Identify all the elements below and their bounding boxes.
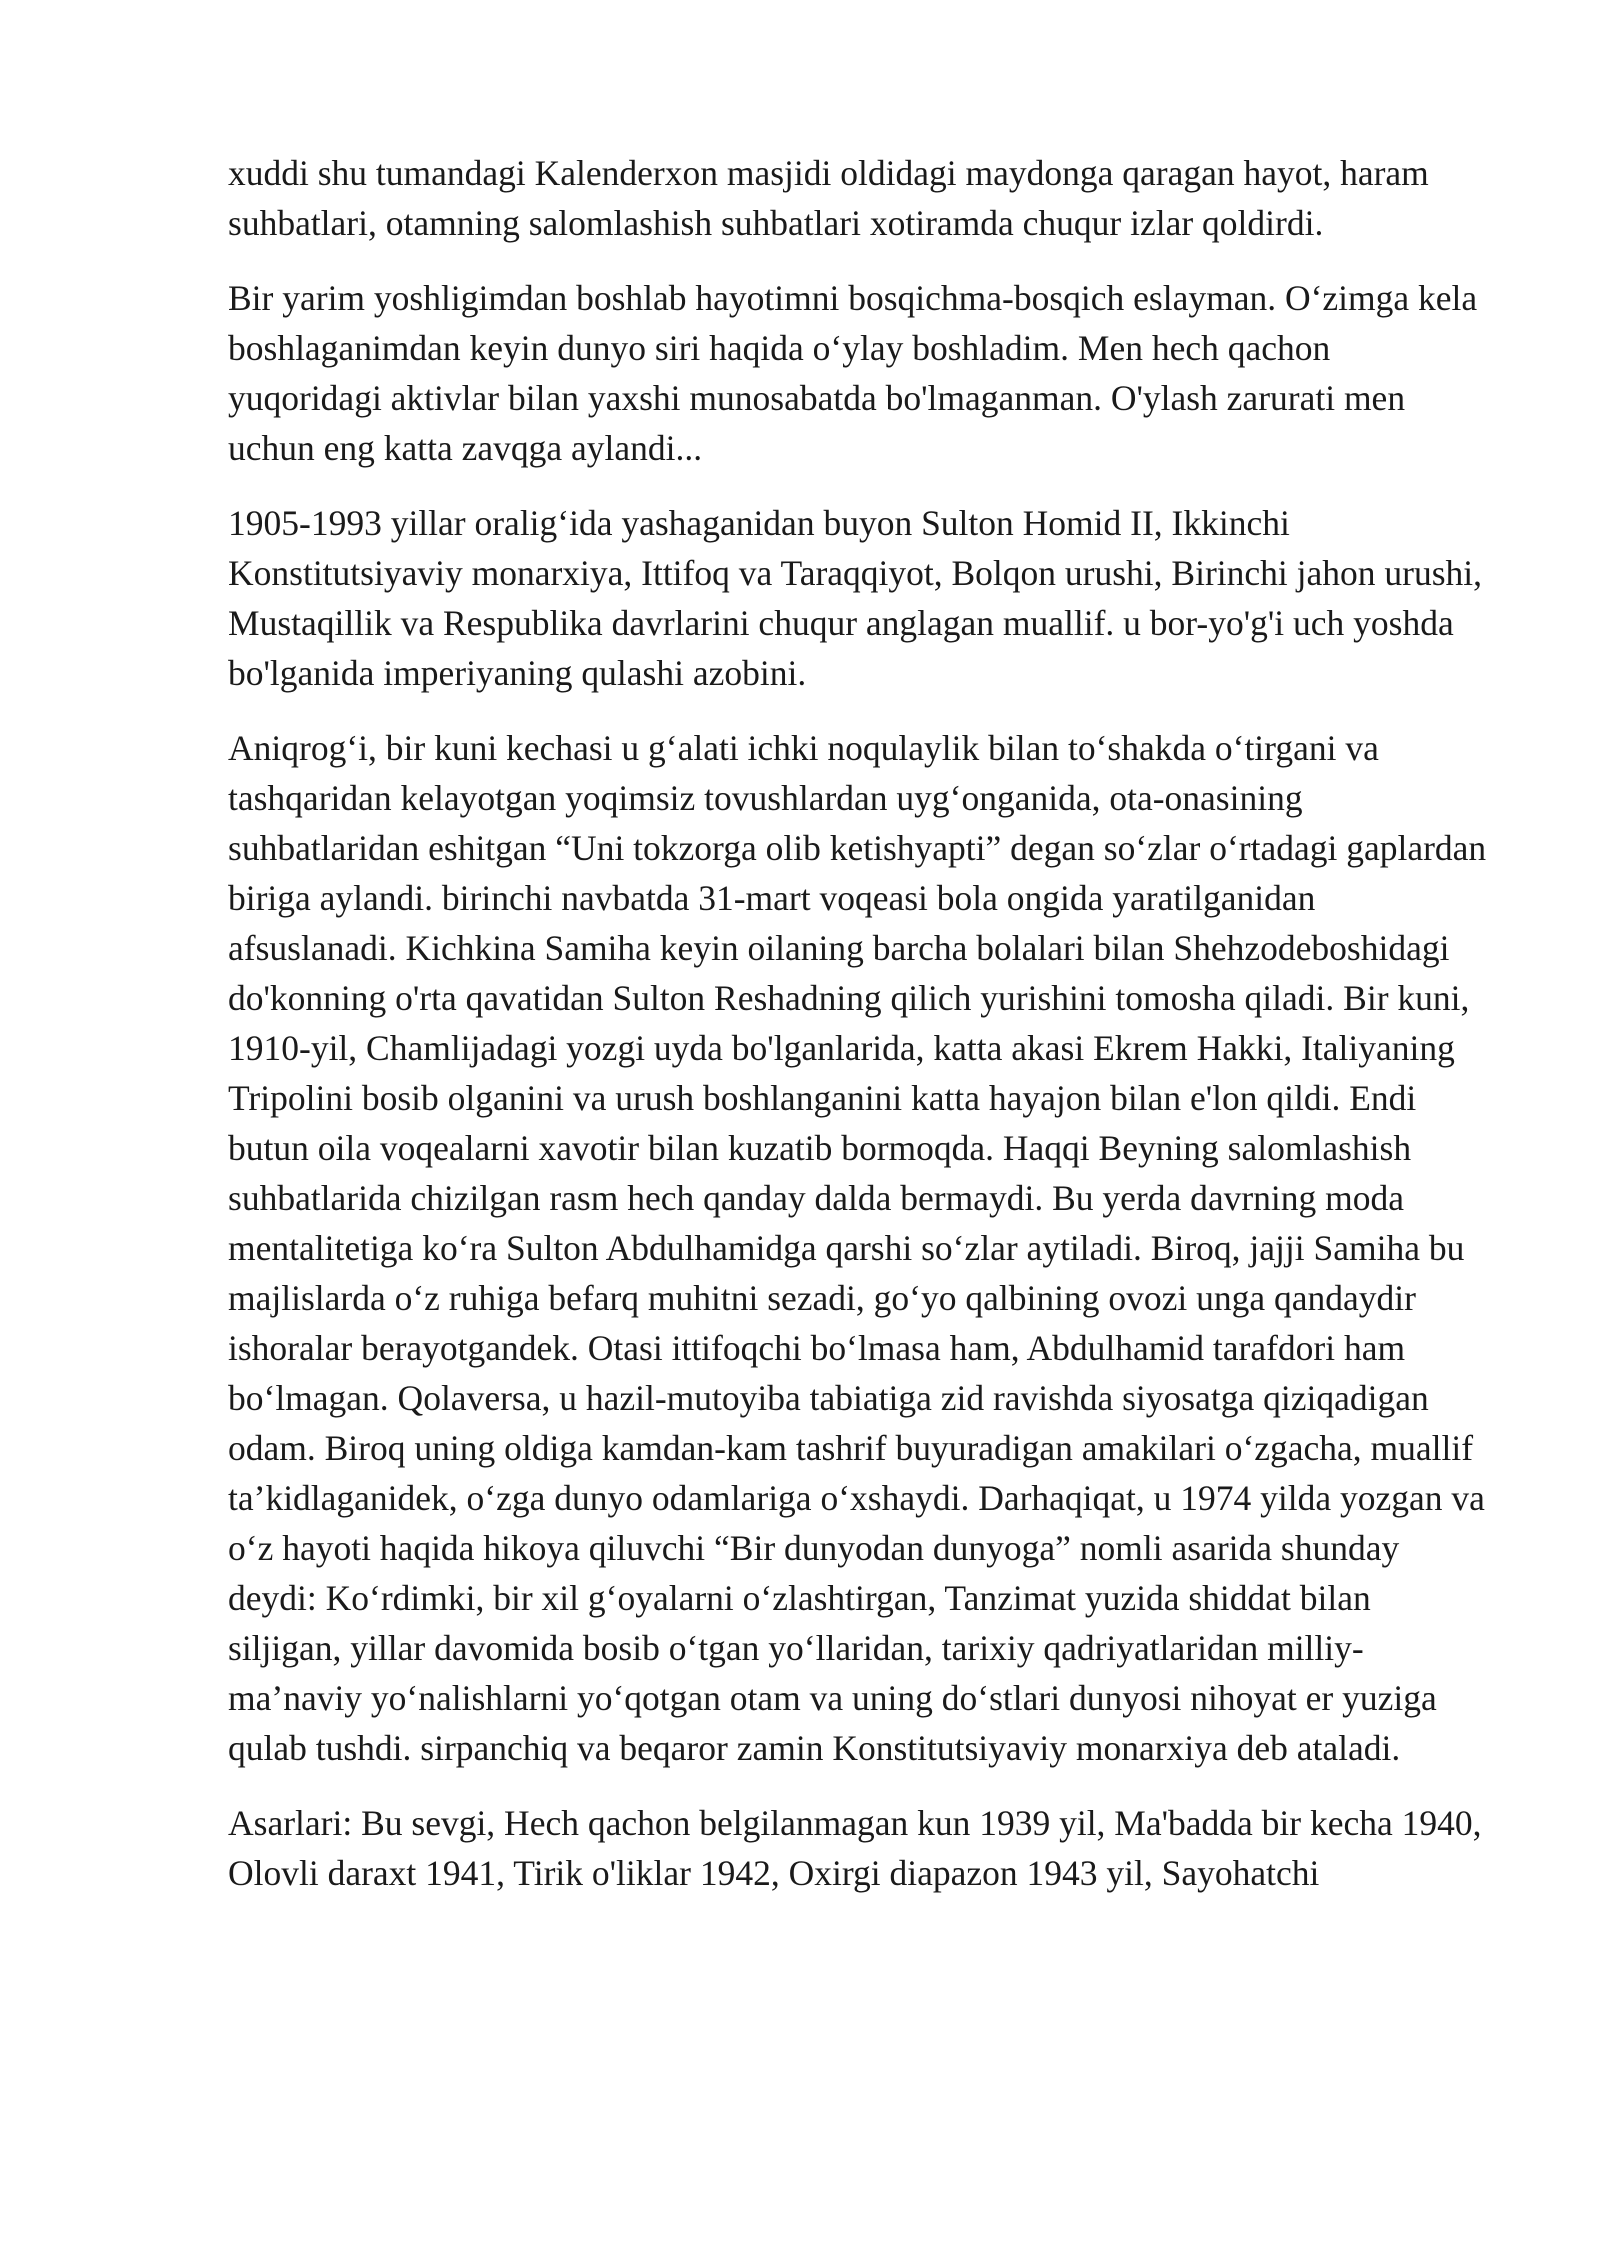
paragraph-4: Aniqrog‘i, bir kuni kechasi u g‘alati ichki noqulaylik bilan to‘shakda o‘tirgani va tashqaridan kelayotgan yoqimsiz tovushlardan uyg‘onganida, ota-onasining suhbatlaridan eshitgan “Uni tokzorga olib ketishyapti” degan so‘zlar o‘rtadagi gaplardan biriga aylandi. birinchi navbatda 31-mart voqeasi bola ongida yaratilganidan afsuslanadi. Kichkina Samiha keyin oilaning barcha bolalari bilan Shehzodeboshidagi do'konning o'rta qavatidan Sulton Reshadning qilich yurishini tomosha qiladi. Bir kuni, 1910-yil, Chamlijadagi yozgi uyda bo'lganlarida, katta akasi Ekrem Hakki, Italiyaning Tripolini bosib olganini va urush boshlanganini katta hayajon bilan e'lon qildi. Endi butun oila voqealarni xavotir bilan kuzatib bormoqda. Haqqi Beyning salomlashish suhbatlarida chizilgan rasm hech qanday dalda bermaydi. Bu yerda davrning moda mentalitetiga ko‘ra Sulton Abdulhamidga qarshi so‘zlar aytiladi. Biroq, jajji Samiha bu majlislarda o‘z ruhiga befarq muhitni sezadi, go‘yo qalbining ovozi unga qandaydir ishoralar berayotgandek. Otasi ittifoqchi bo‘lmasa ham, Abdulhamid tarafdori ham bo‘lmagan. Qolaversa, u hazil-mutoyiba tabiatiga zid ravishda siyosatga qiziqadigan odam. Biroq uning oldiga kamdan-kam tashrif buyuradigan amakilari o‘zgacha, muallif ta’kidlaganidek, o‘zga dunyo odamlariga o‘xshaydi. Darhaqiqat, u 1974 yilda yozgan va o‘z hayoti haqida hikoya qiluvchi “Bir dunyodan dunyoga” nomli asarida shunday deydi: Ko‘rdimki, bir xil g‘oyalarni o‘zlashtirgan, Tanzimat yuzida shiddat bilan siljigan, yillar davomida bosib o‘tgan yo‘llaridan, tarixiy qadriyatlaridan milliy-ma’naviy yo‘nalishlarni yo‘qotgan otam va uning do‘stlari dunyosi nihoyat er yuziga qulab tushdi. sirpanchiq va beqaror zamin Konstitutsiyaviy monarxiya deb ataladi. [228, 728, 1487, 1768]
paragraph-5: Asarlari: Bu sevgi, Hech qachon belgilanmagan kun 1939 yil, Ma'badda bir kecha 1940, Olovli daraxt 1941, Tirik o'liklar 1942, Oxirgi diapazon 1943 yil, Sayohatchi [228, 1803, 1482, 1893]
paragraph-2: Bir yarim yoshligimdan boshlab hayotimni bosqichma-bosqich eslayman. O‘zimga kela boshlaganimdan keyin dunyo siri haqida o‘ylay boshladim. Men hech qachon yuqoridagi aktivlar bilan yaxshi munosabatda bo'lmaganman. O'ylash zarurati men uchun eng katta zavqga aylandi... [228, 278, 1478, 468]
paragraph-3: 1905-1993 yillar oralig‘ida yashaganidan buyon Sulton Homid II, Ikkinchi Konstitutsiyaviy monarxiya, Ittifoq va Taraqqiyot, Bolqon urushi, Birinchi jahon urushi, Mustaqillik va Respublika davrlarini chuqur anglagan muallif. u bor-yo'g'i uch yoshda bo'lganida imperiyaning qulashi azobini. [228, 503, 1483, 693]
document-page [228, 148, 1490, 1923]
paragraph-1: xuddi shu tumandagi Kalenderxon masjidi oldidagi maydonga qaragan hayot, haram suhbatlari, otamning salomlashish suhbatlari xotiramda chuqur izlar qoldirdi. [228, 153, 1429, 243]
